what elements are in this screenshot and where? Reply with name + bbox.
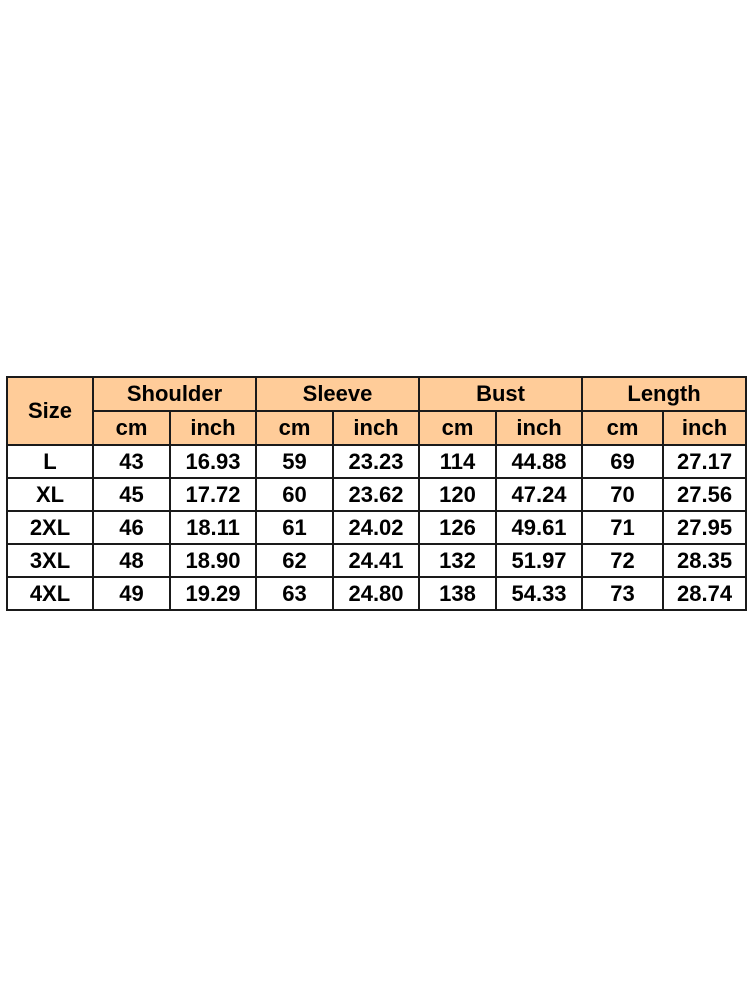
table-body [7,445,746,610]
sleeve-group-header: Sleeve [256,377,419,411]
bust-cm-cell: 120 [419,478,496,511]
size-cell: 4XL [7,577,93,610]
bust-inch-cell: 51.97 [496,544,582,577]
shoulder-cm-cell: 43 [93,445,170,478]
bust-inch-cell: 44.88 [496,445,582,478]
length-inch-cell: 27.95 [663,511,746,544]
header-unit-row [7,411,746,445]
sleeve-inch-cell: 23.23 [333,445,419,478]
length-cm-cell: 69 [582,445,663,478]
length-cm-cell: 70 [582,478,663,511]
table-row [7,577,746,610]
shoulder-inch-cell: 18.11 [170,511,256,544]
sleeve-cm-cell: 59 [256,445,333,478]
size-column-header: Size [7,377,93,445]
bust-inch-header: inch [496,411,582,445]
shoulder-inch-cell: 16.93 [170,445,256,478]
bust-inch-cell: 54.33 [496,577,582,610]
table-row [7,478,746,511]
sleeve-inch-cell: 23.62 [333,478,419,511]
sleeve-inch-header: inch [333,411,419,445]
length-inch-header: inch [663,411,746,445]
length-inch-cell: 27.56 [663,478,746,511]
table-row [7,511,746,544]
length-cm-cell: 72 [582,544,663,577]
length-group-header: Length [582,377,746,411]
table-header [7,377,746,445]
length-cm-header: cm [582,411,663,445]
length-inch-cell: 28.74 [663,577,746,610]
sleeve-cm-header: cm [256,411,333,445]
shoulder-cm-cell: 45 [93,478,170,511]
shoulder-inch-header: inch [170,411,256,445]
shoulder-inch-cell: 17.72 [170,478,256,511]
length-cm-cell: 73 [582,577,663,610]
shoulder-group-header: Shoulder [93,377,256,411]
bust-group-header: Bust [419,377,582,411]
size-cell: XL [7,478,93,511]
shoulder-cm-cell: 46 [93,511,170,544]
sleeve-inch-cell: 24.80 [333,577,419,610]
table-row [7,544,746,577]
shoulder-inch-cell: 18.90 [170,544,256,577]
shoulder-cm-cell: 48 [93,544,170,577]
size-cell: L [7,445,93,478]
bust-cm-cell: 126 [419,511,496,544]
bust-cm-cell: 132 [419,544,496,577]
bust-cm-header: cm [419,411,496,445]
shoulder-cm-cell: 49 [93,577,170,610]
bust-inch-cell: 47.24 [496,478,582,511]
length-inch-cell: 27.17 [663,445,746,478]
bust-cm-cell: 114 [419,445,496,478]
table-row [7,445,746,478]
shoulder-cm-header: cm [93,411,170,445]
sleeve-cm-cell: 60 [256,478,333,511]
shoulder-inch-cell: 19.29 [170,577,256,610]
bust-cm-cell: 138 [419,577,496,610]
size-chart-table [6,376,747,611]
sleeve-inch-cell: 24.02 [333,511,419,544]
sleeve-inch-cell: 24.41 [333,544,419,577]
header-group-row [7,377,746,411]
sleeve-cm-cell: 61 [256,511,333,544]
sleeve-cm-cell: 63 [256,577,333,610]
size-cell: 2XL [7,511,93,544]
size-cell: 3XL [7,544,93,577]
length-cm-cell: 71 [582,511,663,544]
length-inch-cell: 28.35 [663,544,746,577]
sleeve-cm-cell: 62 [256,544,333,577]
bust-inch-cell: 49.61 [496,511,582,544]
